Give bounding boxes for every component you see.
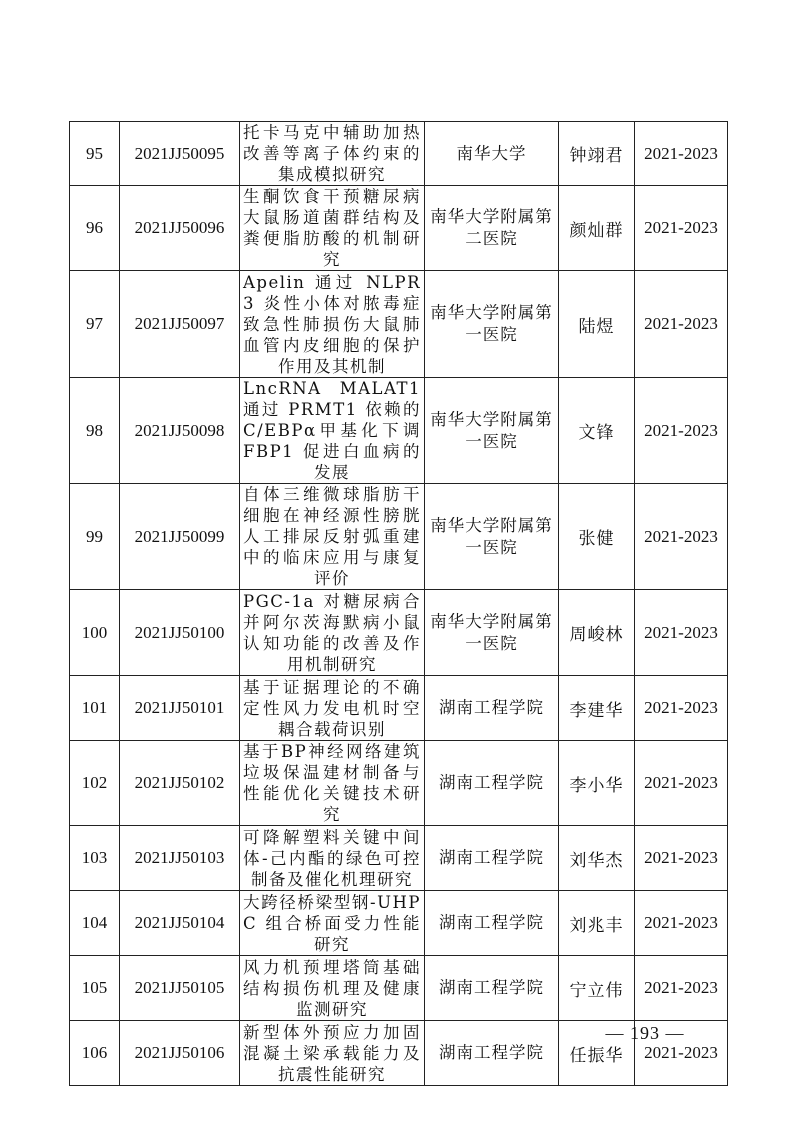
principal-investigator: 李建华 (559, 676, 635, 741)
project-code: 2021JJ50095 (120, 122, 240, 186)
principal-investigator: 文锋 (559, 378, 635, 484)
project-period: 2021-2023 (635, 741, 728, 826)
row-number: 103 (70, 826, 120, 891)
row-number: 101 (70, 676, 120, 741)
project-code: 2021JJ50096 (120, 186, 240, 271)
row-number: 98 (70, 378, 120, 484)
project-period: 2021-2023 (635, 122, 728, 186)
table-row (70, 186, 728, 271)
institution: 湖南工程学院 (425, 1021, 559, 1086)
project-code: 2021JJ50100 (120, 590, 240, 676)
row-number: 100 (70, 590, 120, 676)
institution: 湖南工程学院 (425, 826, 559, 891)
table-row (70, 741, 728, 826)
row-number: 104 (70, 891, 120, 956)
principal-investigator: 任振华 (559, 1021, 635, 1086)
table-row (70, 271, 728, 378)
institution: 湖南工程学院 (425, 891, 559, 956)
principal-investigator: 颜灿群 (559, 186, 635, 271)
table-row (70, 676, 728, 741)
project-period: 2021-2023 (635, 956, 728, 1021)
institution: 南华大学附属第一医院 (425, 378, 559, 484)
principal-investigator: 陆煜 (559, 271, 635, 378)
principal-investigator: 李小华 (559, 741, 635, 826)
principal-investigator: 刘兆丰 (559, 891, 635, 956)
row-number: 96 (70, 186, 120, 271)
institution: 湖南工程学院 (425, 956, 559, 1021)
project-code: 2021JJ50101 (120, 676, 240, 741)
project-title: LncRNA MALAT1 通过 PRMT1 依赖的 C/EBPα甲基化下调 FBP1 促进白血病的发展 (240, 378, 425, 484)
row-number: 97 (70, 271, 120, 378)
project-period: 2021-2023 (635, 891, 728, 956)
table-row (70, 378, 728, 484)
principal-investigator: 钟翊君 (559, 122, 635, 186)
table-row (70, 122, 728, 186)
project-title: 自体三维微球脂肪干细胞在神经源性膀胱人工排尿反射弧重建中的临床应用与康复评价 (240, 484, 425, 590)
project-title: 基于证据理论的不确定性风力发电机时空耦合载荷识别 (240, 676, 425, 741)
row-number: 102 (70, 741, 120, 826)
project-period: 2021-2023 (635, 1021, 728, 1086)
project-period: 2021-2023 (635, 271, 728, 378)
project-title: 可降解塑料关键中间体-己内酯的绿色可控制备及催化机理研究 (240, 826, 425, 891)
project-title: 生酮饮食干预糖尿病大鼠肠道菌群结构及粪便脂肪酸的机制研究 (240, 186, 425, 271)
row-number: 105 (70, 956, 120, 1021)
project-title: PGC-1a 对糖尿病合并阿尔茨海默病小鼠认知功能的改善及作用机制研究 (240, 590, 425, 676)
table-row (70, 590, 728, 676)
project-table (69, 121, 728, 1086)
principal-investigator: 周峻林 (559, 590, 635, 676)
project-code: 2021JJ50106 (120, 1021, 240, 1086)
principal-investigator: 刘华杰 (559, 826, 635, 891)
project-title: 托卡马克中辅助加热改善等离子体约束的集成模拟研究 (240, 122, 425, 186)
project-code: 2021JJ50103 (120, 826, 240, 891)
project-period: 2021-2023 (635, 590, 728, 676)
institution: 南华大学 (425, 122, 559, 186)
row-number: 95 (70, 122, 120, 186)
project-code: 2021JJ50099 (120, 484, 240, 590)
project-code: 2021JJ50102 (120, 741, 240, 826)
row-number: 99 (70, 484, 120, 590)
table-row (70, 484, 728, 590)
row-number: 106 (70, 1021, 120, 1086)
page-number: — 193 — (605, 1023, 685, 1043)
project-period: 2021-2023 (635, 186, 728, 271)
principal-investigator: 宁立伟 (559, 956, 635, 1021)
project-title: Apelin 通过 NLPR3 炎性小体对脓毒症致急性肺损伤大鼠肺血管内皮细胞的保护作用及其机制 (240, 271, 425, 378)
principal-investigator: 张健 (559, 484, 635, 590)
project-title: 风力机预埋塔筒基础结构损伤机理及健康监测研究 (240, 956, 425, 1021)
table-row (70, 956, 728, 1021)
institution: 南华大学附属第二医院 (425, 186, 559, 271)
project-code: 2021JJ50098 (120, 378, 240, 484)
institution: 湖南工程学院 (425, 741, 559, 826)
institution: 湖南工程学院 (425, 676, 559, 741)
institution: 南华大学附属第一医院 (425, 271, 559, 378)
table-row (70, 891, 728, 956)
project-period: 2021-2023 (635, 676, 728, 741)
project-period: 2021-2023 (635, 378, 728, 484)
project-title: 基于BP神经网络建筑垃圾保温建材制备与性能优化关键技术研究 (240, 741, 425, 826)
project-title: 新型体外预应力加固混凝土梁承载能力及抗震性能研究 (240, 1021, 425, 1086)
project-code: 2021JJ50104 (120, 891, 240, 956)
institution: 南华大学附属第一医院 (425, 484, 559, 590)
table-row (70, 826, 728, 891)
project-period: 2021-2023 (635, 826, 728, 891)
project-code: 2021JJ50097 (120, 271, 240, 378)
project-period: 2021-2023 (635, 484, 728, 590)
project-code: 2021JJ50105 (120, 956, 240, 1021)
project-table-body (70, 122, 728, 1086)
project-title: 大跨径桥梁型钢-UHPC 组合桥面受力性能研究 (240, 891, 425, 956)
institution: 南华大学附属第一医院 (425, 590, 559, 676)
